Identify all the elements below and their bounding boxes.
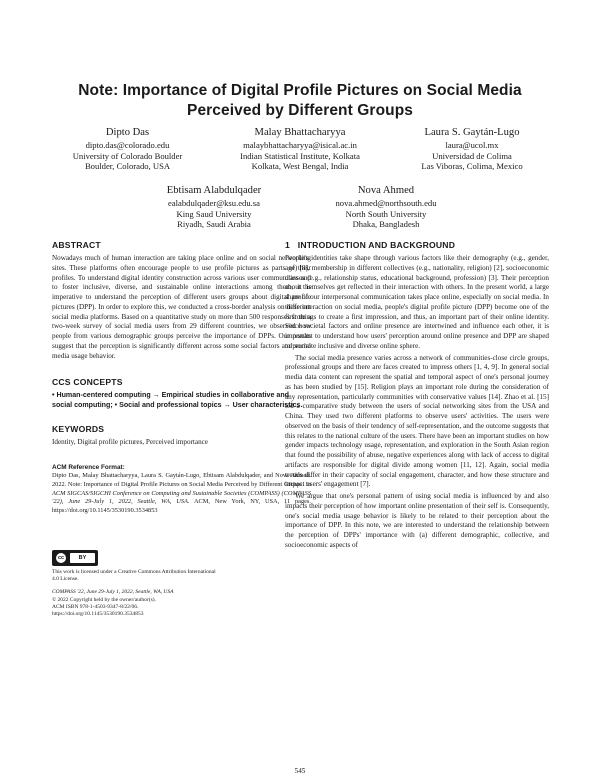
paper-title-line1: Note: Importance of Digital Profile Pictures on Social Media: [78, 82, 522, 99]
author-affiliation: King Saud University: [176, 208, 252, 219]
author-affiliation: University of Colorado Boulder: [72, 150, 183, 161]
author-email[interactable]: laura@ucol.mx: [445, 140, 499, 150]
paper-title-line2: Perceived by Different Groups: [187, 102, 413, 119]
author-block: [134, 184, 294, 230]
copyright-doi-link[interactable]: https://doi.org/10.1145/3530190.3534853: [52, 611, 144, 618]
acm-reference-plain: Dipto Das, Malay Bhattacharyya, Laura S. Gaytán-Lugo, Ebtisam Alabdulqader, and Nova Ahmed. 2022. Note: Importance of Digital Profile Pictures on Social Media Perceived by Different Groups. In: [52, 472, 311, 488]
abstract-text: Nowadays much of human interaction are taking place online and on social networking sites. These platforms often encourage people to use profile pictures as parts of their profiles. To understand digital identity construction across various user communities and to foster inclusive, diverse, and sustainable online interactions among them, it is imperative to understand the perception of different users groups about digital profile pictures (DPP). In order to explore this, we conducted a cross-border analysis on different social media platforms. Based on a quantitative study on more than 500 responses from a two-week survey of social media users from 29 different countries, we observed how people from various demographic groups perceive the importance of DPPs. Our results suggest that the perception is significantly different across some social factors and social media usage behavior.: [52, 254, 311, 360]
author-affiliation: Indian Statistical Institute, Kolkata: [240, 150, 360, 161]
license-block: [52, 550, 311, 619]
author-location: Kolkata, West Bengal, India: [251, 161, 349, 172]
author-block: [384, 126, 560, 172]
acm-reference: [52, 464, 311, 516]
author-email[interactable]: dipto.das@colorado.edu: [85, 140, 170, 150]
copyright-isbn: ACM ISBN 978-1-4503-9347-8/22/06.: [52, 603, 139, 610]
keywords-text: Identity, Digital profile pictures, Perceived importance: [52, 438, 208, 447]
author-block: [40, 126, 215, 172]
keywords-heading: KEYWORDS: [52, 424, 105, 435]
author-location: Las Viboras, Colima, Mexico: [421, 161, 523, 172]
left-column: [52, 240, 311, 618]
author-block: [306, 184, 466, 230]
author-affiliation: North South University: [345, 208, 427, 219]
author-name: Nova Ahmed: [357, 185, 415, 196]
intro-paragraph-3: We argue that one's personal pattern of using social media is influenced by and also impacts their perception of how important online presentation of their self is. Consequently, one's social media usage behavior is likely to be related to their perception about the importance of DPP. In this note, we are interested to understand the relationship between the perception of DPPs' importance with (a) different demographic, collective, and socioeconomic aspects of: [285, 492, 549, 549]
paper-title: [40, 81, 560, 121]
author-email[interactable]: malaybhattacharyya@isical.ac.in: [243, 140, 357, 150]
copyright-notice: © 2022 Copyright held by the owner/author(s).: [52, 596, 156, 603]
acm-reference-heading: ACM Reference Format:: [52, 464, 125, 472]
abstract-heading: ABSTRACT: [52, 240, 101, 250]
cc-by-license-icon[interactable]: [52, 550, 98, 566]
license-line1: This work is licensed under a Creative Commons Attribution International: [52, 568, 216, 575]
author-location: Dhaka, Bangladesh: [352, 219, 420, 230]
author-block: [210, 126, 390, 172]
author-affiliation: Universidad de Colima: [432, 150, 512, 161]
cc-logo-icon: cc: [55, 552, 67, 564]
acm-reference-venue: ACM SIGCAS/SIGCHI Conference on Computing and Sustainable Societies (COMPASS) (COMPASS '22), June 29-July 1, 2022, Seattle, WA, USA.: [52, 489, 311, 506]
copyright-conference: COMPASS '22, June 29-July 1, 2022, Seattle, WA, USA: [52, 589, 174, 596]
intro-paragraph-2: The social media presence varies across a network of communities-close circle groups, professional groups and there are faces created to impress others [1, 4, 9]. In general social media data content can represent the spatial and temporal aspect of one's personal journey as has been studied by [15]. Religion plays an important role during the consideration of any representation, particularly communities with conservative values [14]. Zhao et al. [15] led a comparative study between the users of social networking sites from the USA and China. They used two different platforms to observe users' activities. The users were observed on the basis of their tendency of self-representation, and the outcome suggests that this relates to the national culture of the users. There have been an important studies on how gender impacts technology usage, representation, and exploration in the South Asian region that found the possibility of abuse, negative experiences along with lack of access to digital artifacts are responsible for digital divide among women [11, 12]. Again, social media trends differ in their capacity of social engagement, character, and how these structure and impact users' engagement [7].: [285, 353, 549, 489]
intro-heading: 1 INTRODUCTION AND BACKGROUND: [285, 240, 456, 250]
author-name: Malay Bhattacharyya: [254, 127, 346, 138]
intro-paragraph-1: People's identities take shape through various factors like their demography (e.g., gender, age) [8], membership in different collectives (e.g., nationality, religion) [2], socioeconomic classes (e.g., relationship status, educational background, profession) [3]. Their perception about themselves get reflected in their interaction with others. In the present world, a large share of our interpersonal communication takes place online, especially on social media. In these interaction on social media, people's digital profile picture (DPP) become one of the first things to create a first impression, and thus, an important part of their online identity. Since societal factors and online presence are intertwined and influence each other, it is important to understand how users' perception around online presence and DPP are shaped to promote inclusive and diverse online sphere.: [285, 254, 549, 350]
by-attribution-icon: BY: [70, 553, 95, 563]
ccs-heading: CCS CONCEPTS: [52, 377, 123, 388]
author-location: Riyadh, Saudi Arabia: [177, 219, 251, 230]
author-email[interactable]: nova.ahmed@northsouth.edu: [335, 198, 437, 208]
license-line2: 4.0 License.: [52, 576, 79, 582]
acm-reference-doi[interactable]: ACM, New York, NY, USA, 11 pages. https://doi.org/10.1145/3530190.3534853: [52, 498, 311, 514]
ccs-text: • Human-centered computing → Empirical studies in collaborative and social computing; • Social and professional topics → User characteristics.: [52, 391, 303, 409]
author-location: Boulder, Colorado, USA: [84, 161, 171, 172]
author-name: Ebtisam Alabdulqader: [166, 185, 262, 196]
author-name: Dipto Das: [105, 127, 150, 138]
page-number: 545: [294, 767, 306, 775]
acm-reference-text: [52, 472, 311, 516]
author-name: Laura S. Gaytán-Lugo: [424, 127, 520, 138]
right-column: [285, 240, 549, 551]
author-email[interactable]: ealabdulqader@ksu.edu.sa: [168, 198, 260, 208]
